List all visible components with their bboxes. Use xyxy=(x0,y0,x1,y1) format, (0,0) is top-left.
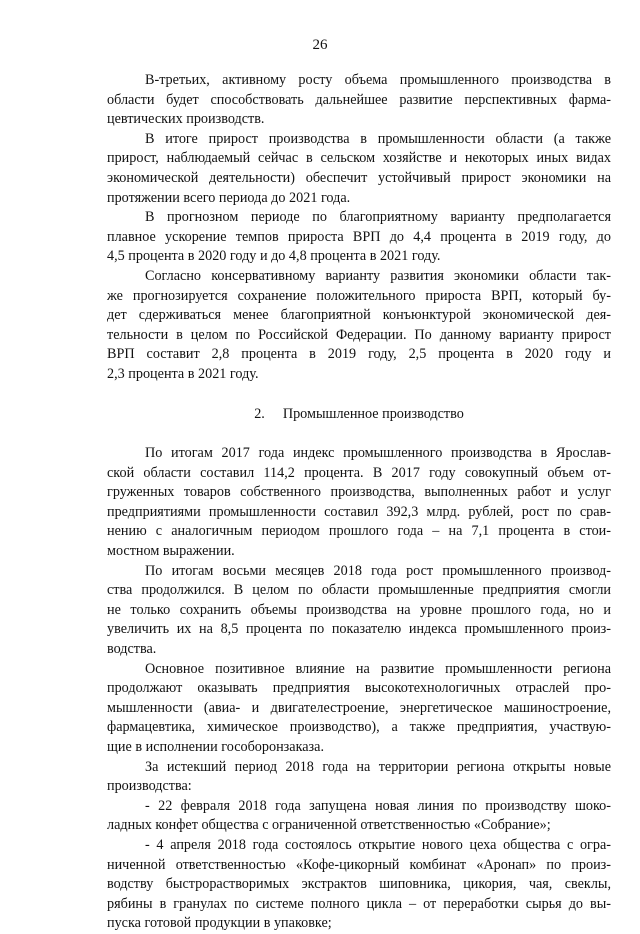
text-line: ской области составил 114,2 процента. В 2017 году совокупный объем от- xyxy=(107,464,611,481)
paragraph xyxy=(107,267,611,385)
text-line: же прогнозируется сохранение положительного прироста ВРП, который бу- xyxy=(107,287,611,304)
text-line: области будет способствовать дальнейшее развитие перспективных фарма- xyxy=(107,91,611,108)
text-line: экономической деятельности) обеспечит устойчивый прирост экономики на xyxy=(107,169,611,186)
text-line: В итоге прирост производства в промышленности области (а также xyxy=(145,130,611,147)
text-line: За истекший период 2018 года на территории региона открыты новые xyxy=(145,758,611,775)
text-line: прирост, наблюдаемый сейчас в сельском хозяйстве и некоторых иных видах xyxy=(107,150,611,167)
text-line: По итогам 2017 года индекс промышленного производства в Ярослав- xyxy=(145,445,611,462)
section-heading xyxy=(107,405,611,425)
text-line: протяжении всего периода до 2021 года. xyxy=(107,189,351,206)
text-line: ладных конфет общества с ограниченной ответственностью «Собрание»; xyxy=(107,817,551,834)
text-line: ниченной ответственностью «Кофе-цикорный комбинат «Аронап» по произ- xyxy=(107,856,611,873)
body-text xyxy=(107,71,611,934)
text-line: увеличить их на 8,5 процента по показателю индекса промышленного произ- xyxy=(107,621,611,638)
text-line: продолжают оказывать предприятия высокотехнологичных отраслей про- xyxy=(107,680,611,697)
text-line: водству быстрорастворимых экстрактов шиповника, цикория, чая, свеклы, xyxy=(107,876,611,893)
text-line: цевтических производств. xyxy=(107,111,265,128)
text-line: производства: xyxy=(107,778,192,795)
text-line: дет сдерживаться менее благоприятной конъюнктурой экономической дея- xyxy=(107,307,611,324)
paragraphs-after-heading xyxy=(107,444,611,934)
paragraphs-before-heading xyxy=(107,71,611,385)
text-line: мышленности (авиа- и двигателестроение, энергетическое машиностроение, xyxy=(107,699,611,716)
text-line: плавное ускорение темпов прироста ВРП до 4,4 процента в 2019 году, до xyxy=(107,228,611,245)
text-line: водства. xyxy=(107,641,157,658)
paragraph xyxy=(107,660,611,758)
paragraph xyxy=(107,130,611,208)
paragraph xyxy=(107,758,611,797)
text-line: По итогам восьми месяцев 2018 года рост промышленного производ- xyxy=(145,562,611,579)
text-line: - 4 апреля 2018 года состоялось открытие нового цеха общества с огра- xyxy=(145,836,611,853)
paragraph xyxy=(107,836,611,934)
paragraph xyxy=(107,208,611,267)
text-line: нению с аналогичным периодом прошлого года – на 7,1 процента в стои- xyxy=(107,523,611,540)
text-line: предприятиями промышленности составил 392,3 млрд. рублей, рост по срав- xyxy=(107,503,611,520)
text-line: мостном выражении. xyxy=(107,543,235,560)
text-line: не только сохранить объемы производства на уровне прошлого года, но и xyxy=(107,601,611,618)
section-title: Промышленное производство xyxy=(282,405,464,422)
paragraph xyxy=(107,71,611,130)
section-number: 2. xyxy=(254,405,265,422)
page-number: 26 xyxy=(312,37,328,53)
text-line: ВРП составит 2,8 процента в 2019 году, 2,5 процента в 2020 году и xyxy=(107,346,611,363)
text-line: Согласно консервативному варианту развития экономики области так- xyxy=(145,267,611,284)
paragraph xyxy=(107,797,611,836)
text-line: рябины в гранулах по системе полного цикла – от переработки сырья до вы- xyxy=(107,895,611,912)
text-line: 2,3 процента в 2021 году. xyxy=(107,365,259,382)
text-line: - 22 февраля 2018 года запущена новая линия по производству шоко- xyxy=(145,797,611,814)
text-line: В-третьих, активному росту объема промышленного производства в xyxy=(145,72,611,88)
text-line: пуска готовой продукции в упаковке; xyxy=(107,915,332,932)
text-line: В прогнозном периоде по благоприятному варианту предполагается xyxy=(145,209,611,226)
paragraph xyxy=(107,562,611,660)
text-line: тельности в целом по Российской Федерации. По данному варианту прирост xyxy=(107,326,611,343)
text-line: 4,5 процента в 2020 году и до 4,8 процента в 2021 году. xyxy=(107,248,441,265)
text-line: Основное позитивное влияние на развитие промышленности региона xyxy=(145,660,611,677)
text-line: щие в исполнении гособоронзаказа. xyxy=(107,739,325,755)
text-line: груженных товаров собственного производства, выполненных работ и услуг xyxy=(107,484,611,501)
text-line: ства продолжился. В целом по области промышленные предприятия смогли xyxy=(107,582,611,599)
paragraph xyxy=(107,444,611,562)
text-line: фармацевтика, химическое производство), а также предприятия, участвую- xyxy=(107,719,611,736)
